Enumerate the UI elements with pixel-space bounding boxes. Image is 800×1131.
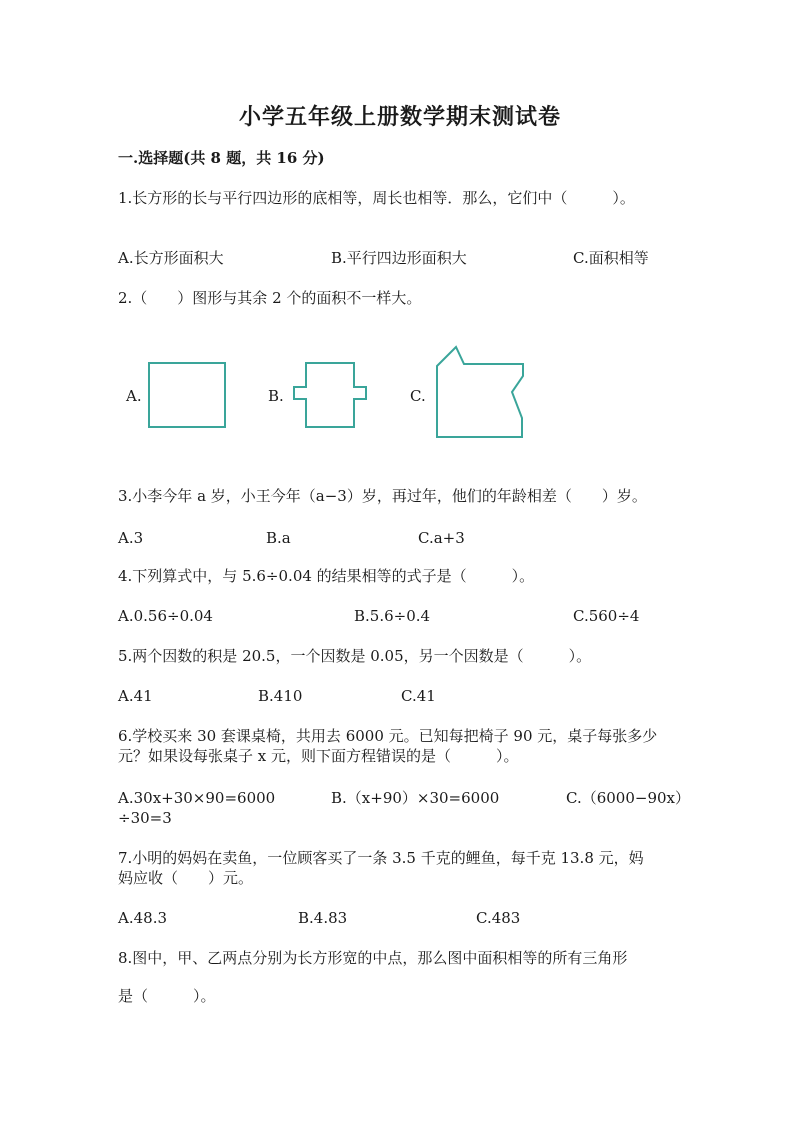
question-5-option-b: B.410 bbox=[258, 687, 303, 705]
question-3-option-c: C.a+3 bbox=[418, 529, 465, 547]
irregular-polygon-figure bbox=[434, 344, 530, 440]
question-7-option-b: B.4.83 bbox=[298, 909, 348, 927]
question-1-stem: 1.长方形的长与平行四边形的底相等，周长也相等．那么，它们中（ ）。 bbox=[118, 189, 635, 207]
question-7-stem-line-1: 7.小明的妈妈在卖鱼，一位顾客买了一条 3.5 千克的鲤鱼，每千克 13.8 元，妈 bbox=[118, 849, 644, 867]
rectangle-figure bbox=[148, 362, 228, 430]
question-5-option-c: C.41 bbox=[401, 687, 436, 705]
question-3-option-b: B.a bbox=[266, 529, 291, 547]
question-3-stem: 3.小李今年 a 岁，小王今年（a−3）岁，再过年，他们的年龄相差（ ）岁。 bbox=[118, 487, 647, 505]
question-4-stem: 4.下列算式中，与 5.6÷0.04 的结果相等的式子是（ ）。 bbox=[118, 567, 535, 585]
question-4-option-a: A.0.56÷0.04 bbox=[118, 607, 213, 625]
question-1-option-b: B.平行四边形面积大 bbox=[331, 249, 467, 267]
question-2-figure-b-label: B. bbox=[268, 387, 284, 405]
question-2-figure-c-label: C. bbox=[410, 387, 426, 405]
question-2-stem: 2.（ ）图形与其余 2 个的面积不一样大。 bbox=[118, 289, 422, 307]
question-1-option-a: A.长方形面积大 bbox=[118, 249, 224, 267]
notched-square-figure bbox=[290, 362, 370, 430]
question-6-option-c-line-1: C.（6000−90x） bbox=[566, 789, 690, 807]
question-6-option-a: A.30x+30×90=6000 bbox=[118, 789, 276, 807]
question-6-stem-line-1: 6.学校买来 30 套课桌椅，共用去 6000 元。已知每把椅子 90 元，桌子每张多少 bbox=[118, 727, 658, 745]
page-title: 小学五年级上册数学期末测试卷 bbox=[238, 104, 561, 130]
question-8-stem-line-2: 是（ ）。 bbox=[118, 987, 216, 1005]
question-7-stem-line-2: 妈应收（ ）元。 bbox=[118, 869, 254, 887]
question-5-stem: 5.两个因数的积是 20.5，一个因数是 0.05，另一个因数是（ ）。 bbox=[118, 647, 592, 665]
question-6-stem-line-2: 元？如果设每张桌子 x 元，则下面方程错误的是（ ）。 bbox=[118, 747, 519, 765]
question-8-stem-line-1: 8.图中，甲、乙两点分别为长方形宽的中点，那么图中面积相等的所有三角形 bbox=[118, 949, 628, 967]
question-6-option-c-line-2: ÷30=3 bbox=[118, 809, 172, 827]
question-6-option-b: B.（x+90）×30=6000 bbox=[331, 789, 500, 807]
question-4-option-c: C.560÷4 bbox=[573, 607, 640, 625]
question-3-option-a: A.3 bbox=[118, 529, 144, 547]
question-5-option-a: A.41 bbox=[118, 687, 153, 705]
question-2-figure-a-label: A. bbox=[126, 387, 142, 405]
question-7-option-a: A.48.3 bbox=[118, 909, 167, 927]
section-heading: 一.选择题(共 8 题，共 16 分) bbox=[118, 149, 325, 167]
question-1-option-c: C.面积相等 bbox=[573, 249, 649, 267]
question-7-option-c: C.483 bbox=[476, 909, 521, 927]
question-4-option-b: B.5.6÷0.4 bbox=[354, 607, 431, 625]
